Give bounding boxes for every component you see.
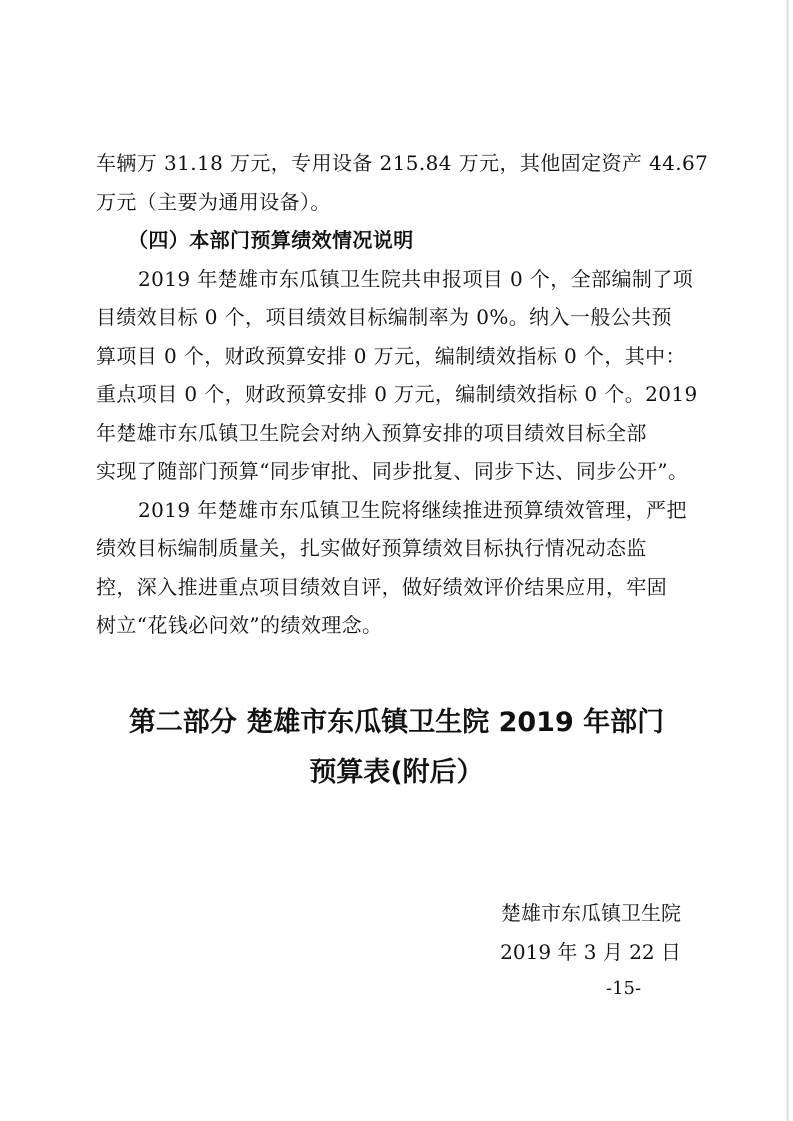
body-line-10: 2019 年楚雄市东瓜镇卫生院将继续推进预算绩效管理，严把 bbox=[138, 498, 687, 522]
body-line-12: 控，深入推进重点项目绩效自评，做好绩效评价结果应用，牢固 bbox=[96, 575, 668, 599]
page-number: -15- bbox=[606, 978, 642, 999]
part-title-line-1: 第二部分 楚雄市东瓜镇卫生院 2019 年部门 bbox=[128, 707, 665, 738]
part-title-line-2: 预算表(附后） bbox=[309, 757, 484, 788]
body-line-11: 绩效目标编制质量关，扎实做好预算绩效目标执行情况动态监 bbox=[96, 536, 647, 560]
body-line-6: 算项目 0 个，财政预算安排 0 万元，编制绩效指标 0 个，其中： bbox=[96, 344, 686, 368]
body-line-5: 目绩效目标 0 个，项目绩效目标编制率为 0%。纳入一般公共预 bbox=[96, 305, 672, 329]
body-line-2: 万元（主要为通用设备）。 bbox=[96, 190, 331, 214]
signature-date: 2019 年 3 月 22 日 bbox=[500, 940, 681, 964]
body-line-4: 2019 年楚雄市东瓜镇卫生院共申报项目 0 个，全部编制了项 bbox=[138, 267, 694, 291]
body-line-13: 树立“花钱必问效”的绩效理念。 bbox=[96, 613, 383, 637]
signature-org: 楚雄市东瓜镇卫生院 bbox=[501, 901, 681, 925]
section-heading-4: （四）本部门预算绩效情况说明 bbox=[128, 228, 414, 252]
body-line-7: 重点项目 0 个，财政预算安排 0 万元，编制绩效指标 0 个。2019 bbox=[96, 382, 698, 406]
scan-edge bbox=[786, 0, 789, 1121]
body-line-1: 车辆万 31.18 万元，专用设备 215.84 万元，其他固定资产 44.67 bbox=[96, 151, 709, 175]
body-line-9: 实现了随部门预算“同步审批、同步批复、同步下达、同步公开”。 bbox=[96, 459, 689, 483]
body-line-8: 年楚雄市东瓜镇卫生院会对纳入预算安排的项目绩效目标全部 bbox=[96, 421, 647, 445]
